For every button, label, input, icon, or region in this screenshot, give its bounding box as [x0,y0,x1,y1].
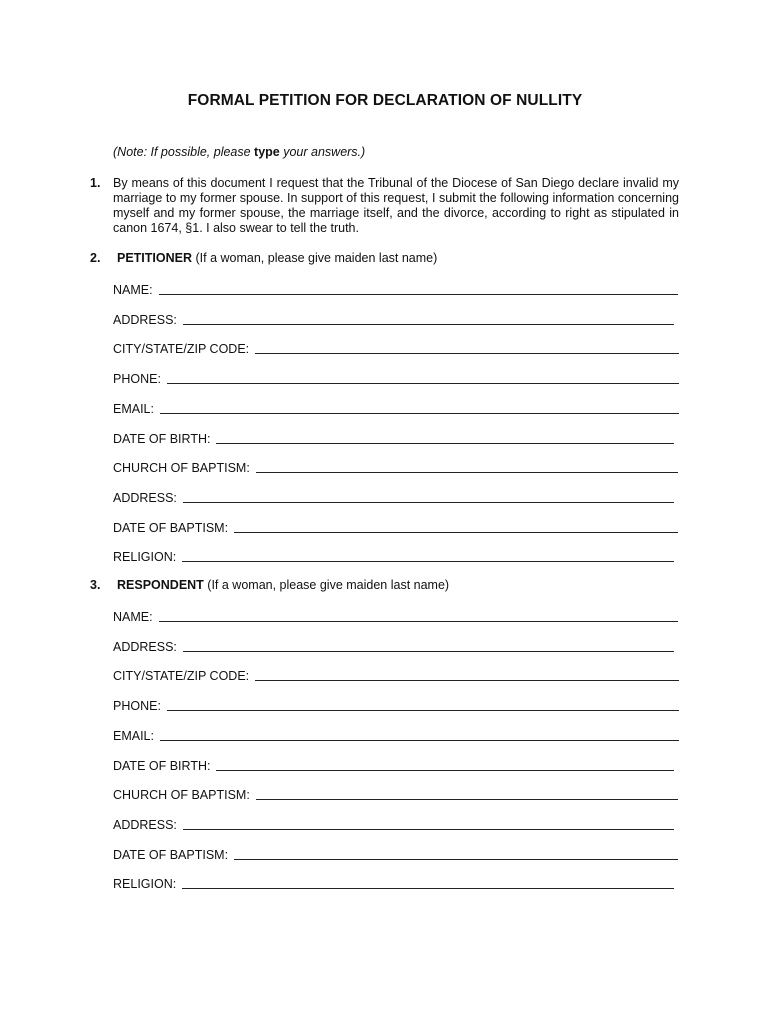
petitioner-field-row [113,338,679,356]
petitioner-field-label: EMAIL: [113,402,154,416]
respondent-field-label: DATE OF BAPTISM: [113,848,229,862]
petitioner-field-input-line[interactable] [183,314,674,325]
note-prefix: (Note: If possible, please [113,145,255,159]
petitioner-field-row [113,517,678,535]
petitioner-field-label: CHURCH OF BAPTISM: [113,461,250,475]
petitioner-field-row [113,457,678,475]
petitioner-field-input-line[interactable] [160,403,679,414]
petitioner-field-input-line[interactable] [159,284,678,295]
petitioner-field-label: DATE OF BIRTH: [113,432,211,446]
petitioner-field-row [113,398,679,416]
petitioner-field-row [113,279,678,297]
petitioner-field-input-line[interactable] [256,462,678,473]
respondent-field-label: EMAIL: [113,729,154,743]
petitioner-field-row [113,487,674,505]
respondent-field-row [113,665,679,683]
respondent-field-label: ADDRESS: [113,640,177,654]
respondent-field-input-line[interactable] [183,641,674,652]
respondent-subtext: (If a woman, please give maiden last name) [203,578,450,592]
petitioner-field-row [113,428,674,446]
section-3-heading [117,578,449,592]
petitioner-field-label: ADDRESS: [113,491,177,505]
petitioner-field-label: DATE OF BAPTISM: [113,521,229,535]
respondent-field-input-line[interactable] [234,849,678,860]
respondent-field-row [113,695,679,713]
petitioner-field-row [113,309,674,327]
petitioner-field-input-line[interactable] [183,492,674,503]
respondent-field-row [113,844,678,862]
section-3-number: 3. [90,578,101,592]
respondent-field-row [113,814,674,832]
respondent-field-input-line[interactable] [256,789,678,800]
typing-note [113,145,365,159]
respondent-field-label: CHURCH OF BAPTISM: [113,788,250,802]
respondent-field-input-line[interactable] [167,700,679,711]
petitioner-field-row [113,546,674,564]
respondent-field-row [113,725,679,743]
respondent-field-label: NAME: [113,610,153,624]
respondent-field-row [113,636,674,654]
respondent-field-label: PHONE: [113,699,161,713]
respondent-field-input-line[interactable] [183,819,674,830]
respondent-field-row [113,606,678,624]
respondent-field-input-line[interactable] [159,611,678,622]
respondent-field-label: DATE OF BIRTH: [113,759,211,773]
note-emphasis: type [254,145,280,159]
respondent-field-label: RELIGION: [113,877,177,891]
petitioner-field-label: CITY/STATE/ZIP CODE: [113,342,250,356]
respondent-heading: RESPONDENT [117,578,204,592]
petitioner-field-input-line[interactable] [167,373,679,384]
note-suffix: your answers.) [279,145,366,159]
section-1-number: 1. [90,176,101,190]
respondent-field-input-line[interactable] [160,730,679,741]
petitioner-field-input-line[interactable] [255,343,679,354]
respondent-field-label: ADDRESS: [113,818,177,832]
petitioner-field-label: ADDRESS: [113,313,177,327]
petitioner-field-input-line[interactable] [234,522,678,533]
petitioner-field-label: PHONE: [113,372,161,386]
petitioner-field-row [113,368,679,386]
respondent-field-input-line[interactable] [216,760,674,771]
petitioner-heading: PETITIONER [117,251,193,265]
petitioner-field-input-line[interactable] [182,551,674,562]
page-title: FORMAL PETITION FOR DECLARATION OF NULLITY [187,92,583,109]
section-1-text: By means of this document I request that the Tribunal of the Diocese of San Diego declare invalid my marriage to my former spouse. In support of this request, I submit the following information concerning myself and my former spouse, the marriage itself, and the divorce, according to right as stipulated in canon 1674, §1. I also swear to tell the truth. [113,176,679,235]
respondent-field-row [113,873,674,891]
respondent-field-input-line[interactable] [182,878,674,889]
respondent-field-row [113,755,674,773]
section-2-number: 2. [90,251,101,265]
respondent-field-label: CITY/STATE/ZIP CODE: [113,669,250,683]
respondent-field-input-line[interactable] [255,670,679,681]
petitioner-field-label: RELIGION: [113,550,177,564]
petitioner-field-label: NAME: [113,283,153,297]
petitioner-field-input-line[interactable] [216,433,674,444]
petitioner-subtext: (If a woman, please give maiden last name) [192,251,438,265]
section-2-heading [117,251,437,265]
respondent-field-row [113,784,678,802]
